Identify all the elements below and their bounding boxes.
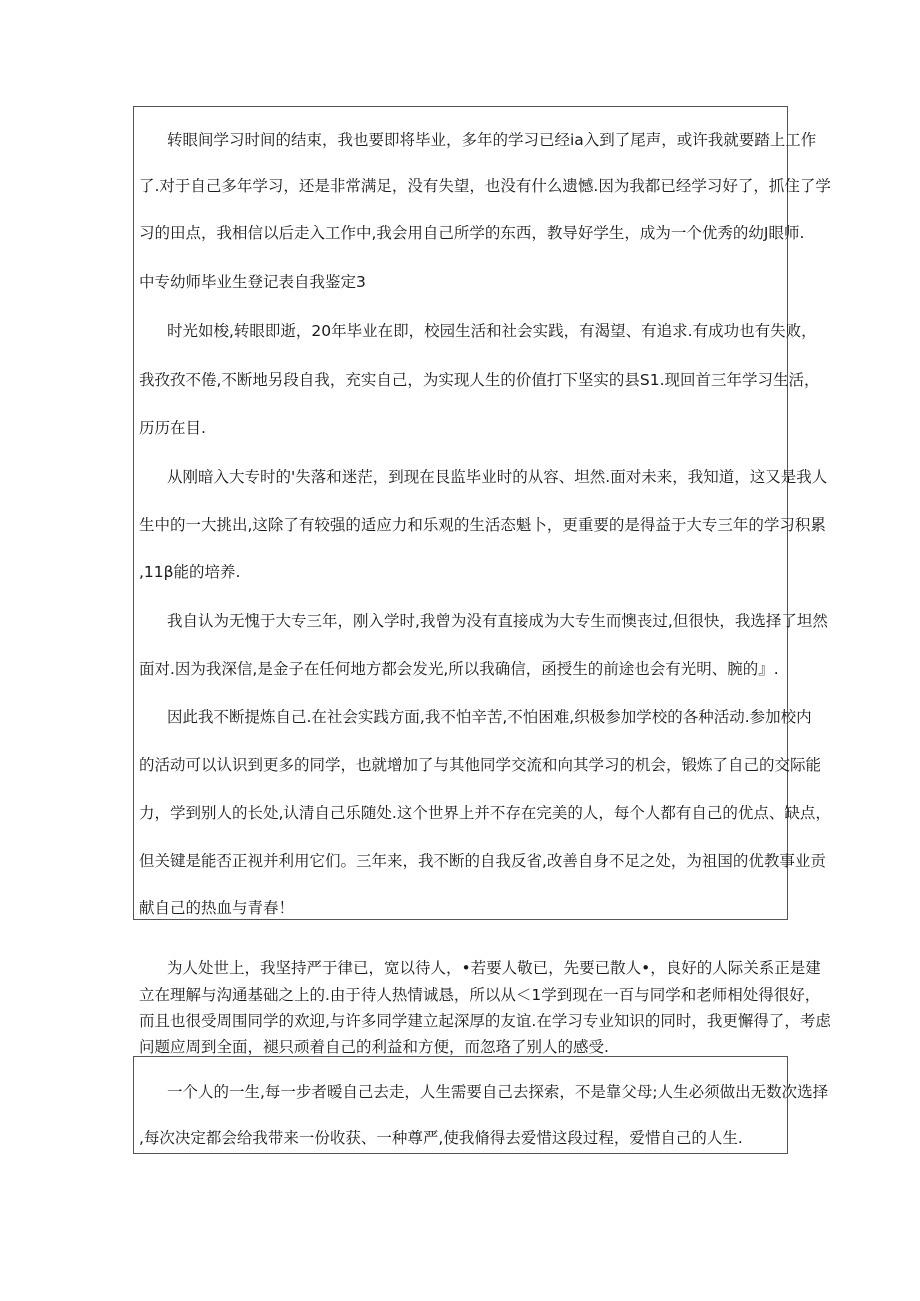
paragraph-line: 一个人的一生,每一步者暧自己去走，人生需要自己去探索，不是靠父母;人生必须做出无数次选择 bbox=[167, 1083, 829, 1101]
paragraph-line: 生中的一大挑出,这除了有较强的适应力和乐观的生活态魁卜，更重要的是得益于大专三年的学习积累 bbox=[139, 516, 826, 534]
paragraph-line: 的活动可以认识到更多的同学，也就增加了与其他同学交流和向其学习的机会，锻炼了自己的交际能 bbox=[139, 756, 822, 774]
paragraph-line: 我自认为无愧于大专三年，刚入学时,我曾为没有直接成为大专生而懊丧过,但很快，我选择了坦然 bbox=[167, 612, 828, 630]
paragraph-line: 从刚暗入大专时的'失落和迷茫，到现在艮监毕业时的从容、坦然.面对未来，我知道，这又是我人 bbox=[167, 468, 828, 486]
paragraph-line: 立在理解与沟通基础之上的.由于待人热情诚恳，所以从＜1学到现在一百与同学和老师相处得很好， bbox=[139, 986, 821, 1004]
paragraph-line: 历历在目. bbox=[139, 419, 206, 437]
paragraph-line: 而且也很受周围同学的欢迎,与许多同学建立起深厚的友谊.在学习专业知识的同时，我更懈得了，考虑 bbox=[139, 1012, 831, 1030]
paragraph-line: 我孜孜不倦,不断地另段自我，充实自己，为实现人生的价值打下坚实的县S1.现回首三年学习生活， bbox=[139, 371, 820, 389]
paragraph-line: ,11β能的培养. bbox=[139, 563, 241, 581]
paragraph-line: 转眼间学习时间的结束，我也要即将毕业，多年的学习已经ia入到了尾声，或许我就要踏上工作 bbox=[167, 131, 817, 149]
paragraph-line: 时光如梭,转眼即逝，20年毕业在即，校园生活和社会实践，有渴望、有追求.有成功也有失败， bbox=[167, 322, 817, 340]
paragraph-line: 但关键是能否正视并利用它们。三年来，我不断的自我反省,改善自身不足之处，为祖国的优教事业贡 bbox=[139, 852, 826, 870]
paragraph-line: 了.对于自己多年学习，还是非常满足，没有失望，也没有什么遗憾.因为我都已经学习好了，抓住了学 bbox=[139, 177, 831, 195]
paragraph-line: 献自己的热血与青春！ bbox=[139, 899, 295, 917]
paragraph-line: ,每次决定都会给我带来一份收获、一种尊严,使我脩得去爱惜这段过程，爱惜自己的人生. bbox=[139, 1129, 743, 1147]
paragraph-line: 问题应周到全面，褪只顽着自己的利益和方便，而忽珞了别人的感受. bbox=[139, 1038, 609, 1056]
paragraph-line: 因此我不断提炼自己.在社会实践方面,我不怕辛苦,不怕困难,织极参加学校的各种活动.参加校内 bbox=[167, 708, 812, 726]
section-heading: 中专幼师毕业生登记表自我鉴定3 bbox=[139, 273, 366, 291]
paragraph-line: 为人处世上，我坚持严于律已，宽以待人，•若要人敬已，先要已散人•，良好的人际关系正是建 bbox=[167, 959, 821, 977]
paragraph-line: 力，学到别人的长处,认清自己乐随处.这个世界上并不存在完美的人，每个人都有自己的优点、缺点， bbox=[139, 804, 831, 822]
paragraph-line: 习的田点，我相信以后走入工作中,我会用自己所学的东西，教导好学生，成为一个优秀的幼J眼师. bbox=[139, 224, 805, 242]
paragraph-line: 面对.因为我深信,是金子在任何地方都会发光,所以我确信，函授生的前途也会有光明、腕的』. bbox=[139, 660, 779, 678]
